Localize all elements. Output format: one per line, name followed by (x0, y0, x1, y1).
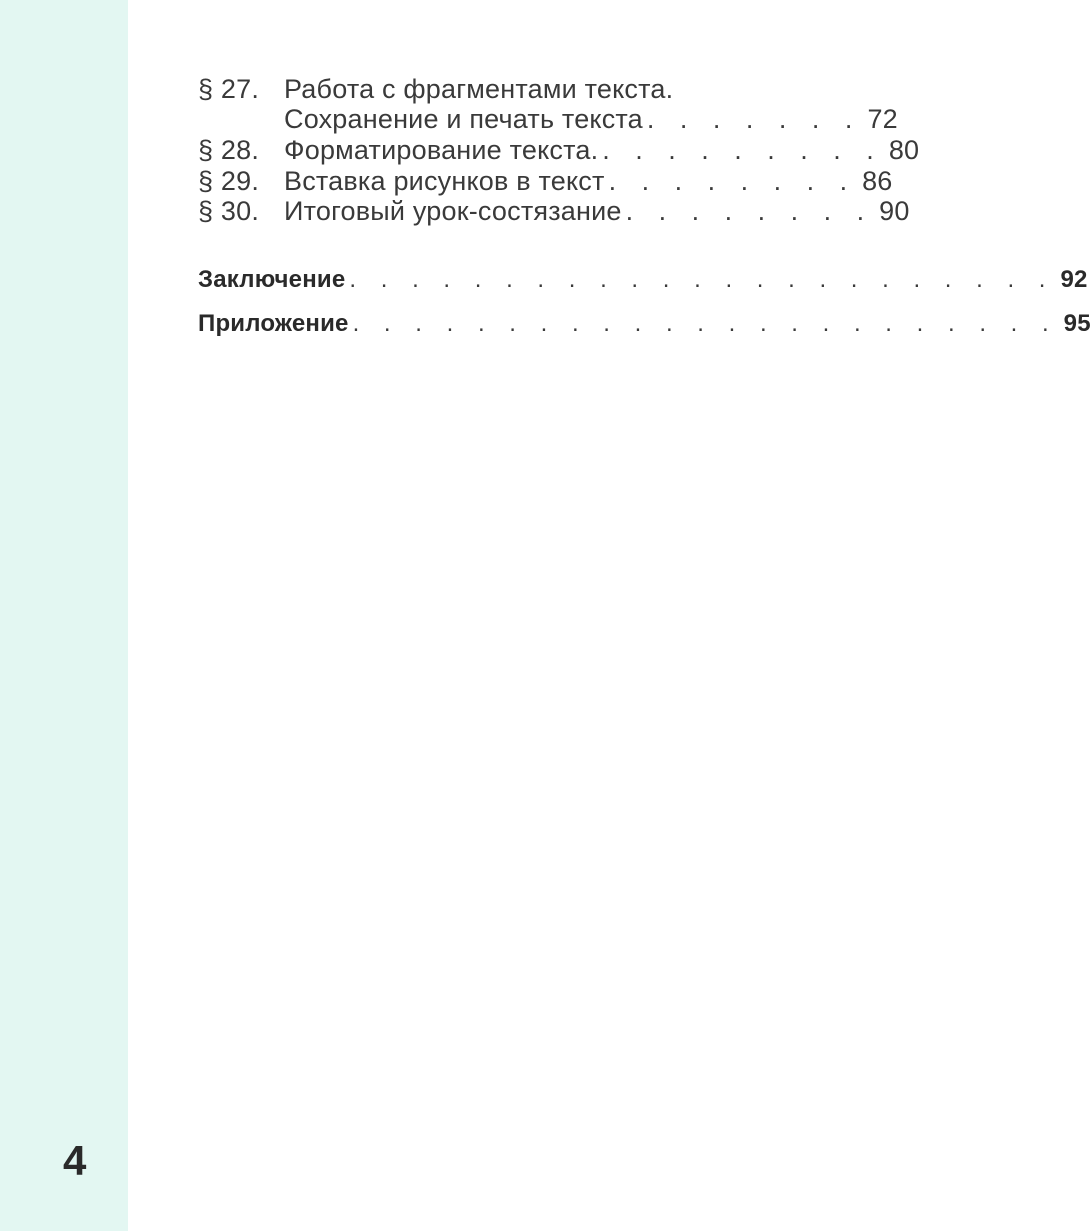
entry-title: Форматирование текста. (284, 135, 599, 165)
entry-title: Вставка рисунков в текст (284, 166, 605, 196)
toc-entry-conclusion[interactable] (198, 264, 1088, 296)
entry-page-number: 90 (879, 196, 910, 226)
dot-leader: . . . . . . . . (608, 166, 857, 196)
entry-title: Приложение (198, 310, 349, 337)
entry-title: Заключение (198, 266, 346, 293)
entry-page-number: 92 (1060, 266, 1088, 293)
toc-entry-30[interactable] (198, 195, 910, 227)
dot-leader: . . . . . . . . (625, 196, 874, 226)
toc-entry-appendix[interactable] (198, 308, 1091, 340)
page-number: 4 (63, 1137, 87, 1184)
dot-leader: . . . . . . . . . . . . . . . . . . . . . . . (349, 266, 1055, 293)
entry-page-number: 80 (888, 135, 920, 165)
entry-page-number: 86 (862, 166, 893, 196)
dot-leader: . . . . . . . . . . . . . . . . . . . . . . . (352, 310, 1058, 337)
dot-leader: . . . . . . . (646, 104, 862, 134)
entry-page-number: 72 (867, 104, 898, 134)
entry-page-number: 95 (1063, 310, 1091, 337)
entry-title: Работа с фрагментами текста. (284, 74, 674, 104)
entry-title: Сохранение и печать текста (284, 104, 643, 134)
dot-leader: . . . . . . . . . (602, 135, 883, 165)
toc-entry-27[interactable] (198, 73, 888, 105)
section-number: § 28. (198, 135, 260, 165)
toc-entry-29[interactable] (198, 165, 893, 197)
section-number: § 29. (198, 166, 260, 196)
section-number: § 27. (198, 74, 260, 104)
section-number: § 30. (198, 196, 260, 226)
toc-entry-27-continued[interactable] (198, 103, 898, 135)
left-margin-band (0, 0, 128, 1231)
toc-entry-28[interactable] (198, 134, 920, 166)
entry-title: Итоговый урок-состязание (284, 196, 622, 226)
